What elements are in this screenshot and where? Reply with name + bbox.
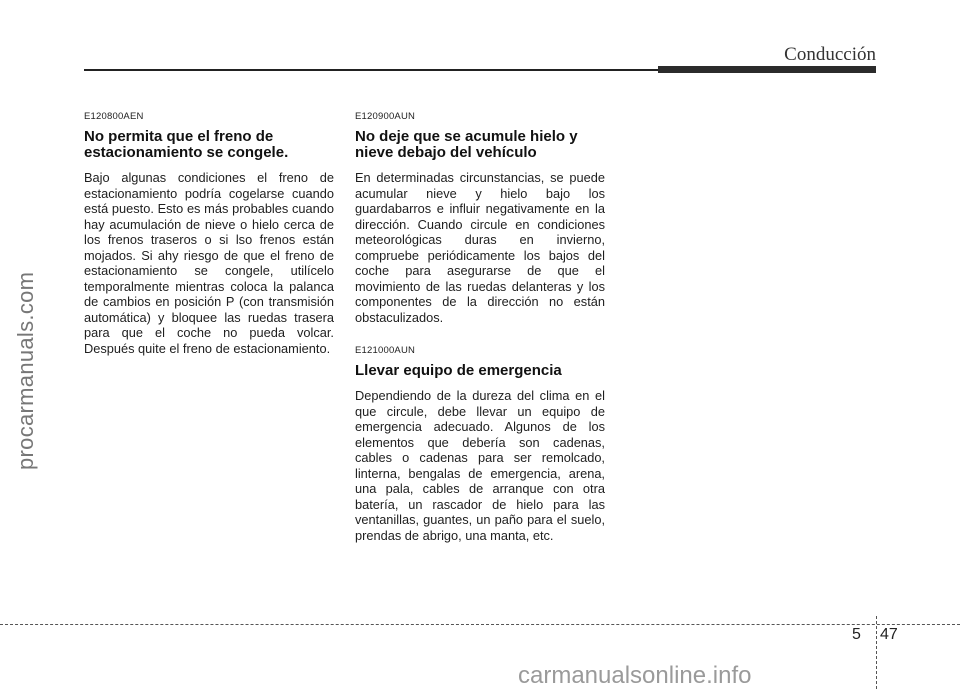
section-body: Bajo algunas condiciones el freno de estacionamiento podría cogelarse cuando está puesto. Esto es más probables cuando hay acumulación de nieve o hielo cerca de los frenos traseros o si lso frenos están mojados. Si ahy riesgo de que el freno de estacionamiento se congele, utilícelo temporalmente mientras coloca la palanca de cambios en posición P (con transmisión automática) y bloquee las ruedas trasera para que el coche no pueda volcar. Después quite el freno de estacionamiento. bbox=[84, 170, 334, 356]
section-heading: Llevar equipo de emergencia bbox=[355, 362, 562, 379]
section-code: E120900AUN bbox=[355, 111, 416, 122]
section-heading: No permita que el freno de estacionamiento se congele. bbox=[84, 128, 289, 161]
header-accent-bar bbox=[658, 66, 876, 73]
page-number bbox=[852, 626, 910, 644]
side-watermark: procarmanuals.com bbox=[13, 271, 38, 470]
section-body: Dependiendo de la dureza del clima en el que circule, debe llevar un equipo de emergencia adecuado. Algunos de los elementos que debería son cadenas, cables o cadenas para ser remolcado, linterna, bengalas de emergencia, arena, una pala, cables de arranque con otra batería, un rascador de hielo para las ventanillas, guantes, un paño para el suelo, prendas de abrigo, una manta, etc. bbox=[355, 388, 605, 543]
section-heading: No deje que se acumule hielo y nieve debajo del vehículo bbox=[355, 128, 578, 161]
right-column bbox=[355, 111, 605, 543]
chapter-number: 5 bbox=[852, 626, 861, 643]
left-column bbox=[84, 111, 334, 356]
section-code: E121000AUN bbox=[355, 345, 416, 356]
page-index: 47 bbox=[880, 626, 898, 643]
section-gap bbox=[355, 325, 605, 345]
header-rule bbox=[84, 69, 658, 71]
footer-dashed-rule bbox=[0, 624, 960, 625]
section-body: En determinadas circunstancias, se puede acumular nieve y hielo bajo los guardabarros e influir negativamente en la dirección. Cuando circule en condiciones meteorológicas duras en invierno, compruebe periódicamente los bajos del coche para asegurarse de que el movimiento de las ruedas delanteras y los componentes de la dirección no están obstaculizados. bbox=[355, 170, 605, 325]
bottom-watermark: carmanualsonline.info bbox=[518, 662, 752, 689]
section-code: E120800AEN bbox=[84, 111, 144, 122]
header-title: Conducción bbox=[784, 44, 876, 65]
